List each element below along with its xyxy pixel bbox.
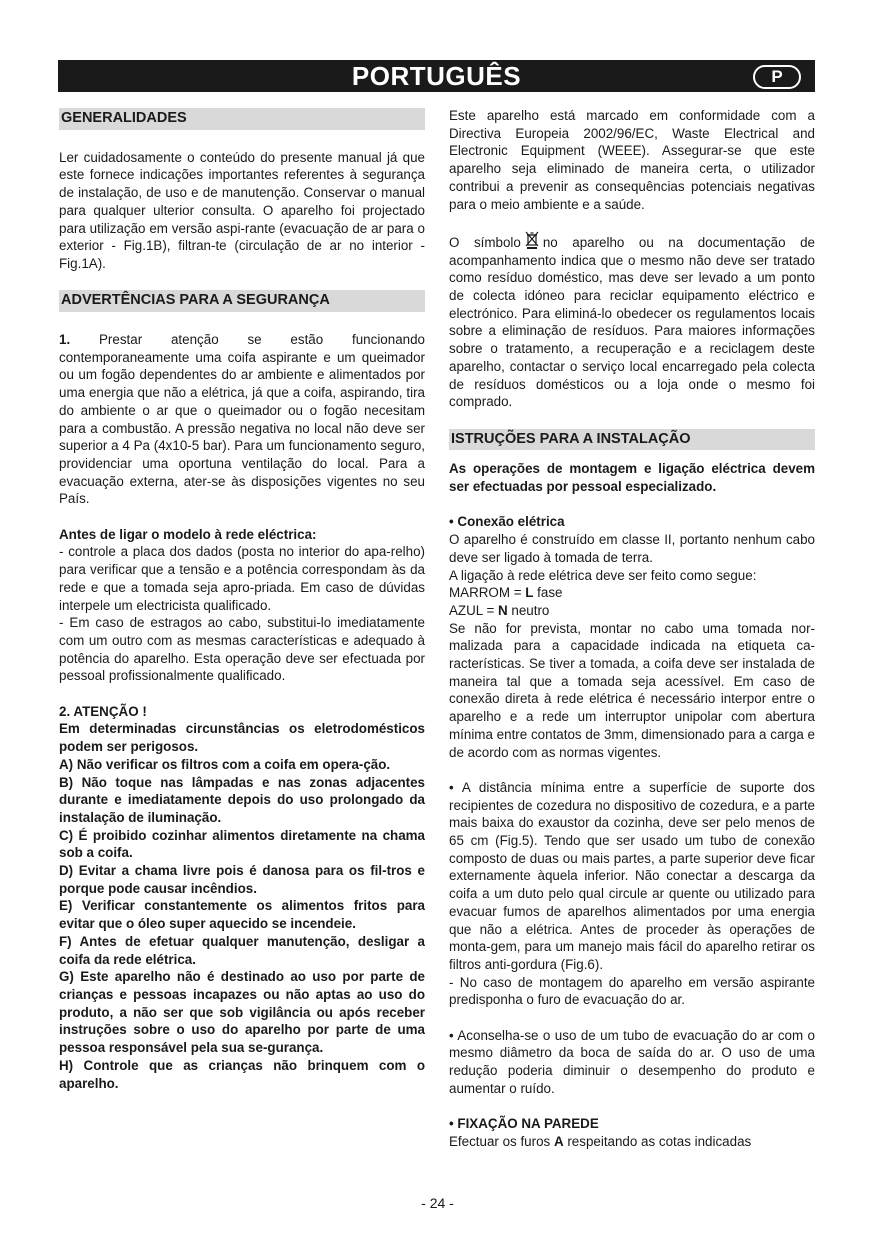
fixacao-paragraph <box>449 1133 815 1151</box>
atencao-item-b: B) Não toque nas lâmpadas e nas zonas adjacentes durante e imediatamente depois do uso prolongado da instalação de iluminação. <box>59 774 425 825</box>
section-heading-advertencias: ADVERTÊNCIAS PARA A SEGURANÇA <box>59 290 425 312</box>
atencao-item-e: E) Verificar constantemente os alimentos fritos para evitar que o óleo super aquecido se incendeie. <box>59 898 425 932</box>
atencao-item-d: D) Evitar a chama livre pois é danosa para os fil-tros e porque pode causar incêndios. <box>59 863 425 896</box>
page-title: PORTUGUÊS <box>351 61 522 91</box>
page-number: - 24 - <box>421 1195 454 1211</box>
marrom-line <box>449 584 815 602</box>
antes-heading: Antes de ligar o modelo à rede eléctrica: <box>59 526 317 542</box>
marrom-desc: fase <box>533 585 563 601</box>
marrom-letter: L <box>525 585 534 601</box>
left-column <box>59 108 425 1092</box>
language-badge: P <box>753 65 801 89</box>
azul-label: AZUL = <box>449 602 498 618</box>
conexao-paragraph-3: Se não for prevista, montar no cabo uma tomada nor-malizada para a capacidade indicada na etiqueta ca-racterísticas. Se tiver a tomada, a coifa deve ser instalada de maneira tal que a tomada seja acessível. Em caso de conexão direta à rede elétrica é necessário interpor entre o aparelho e a rede um interruptor unipolar com abertura mínima entre contatos de 3mm, dimensionado para a carga e de acordo com as normas vigentes. <box>449 620 815 760</box>
fixacao-text-end: respeitando as cotas indicadas <box>563 1133 752 1149</box>
right-column <box>449 107 815 1151</box>
weee-paragraph-1: Este aparelho está marcado em conformidade com a Directiva Europeia 2002/96/EC, Waste Electrical and Electronic Equipment (WEEE). Assegurar-se que este aparelho seja eliminado de maneira certa, o utilizador contribui a prevenir as consequências potenciais negativas para o meio ambiente e a saúde. <box>449 108 815 212</box>
crossed-bin-icon <box>525 231 539 249</box>
section-heading-generalidades: GENERALIDADES <box>59 108 425 130</box>
weee-symbol-text: no aparelho ou na documentação de acompanhamento indica que o mesmo não deve ser tratado como resíduo doméstico, mas deve ser levado a um ponto de colecta idóneo para reciclar equipamento eléctrico e electrónico. Para eliminá-lo obedecer os regulamentos locais sobre a eliminação de resíduos. Para maiores informações sobre o tratamento, a recuperação e a reciclagem deste aparelho, contactar o serviço local encarregado pela colecta de resíduos domésticos ou a loja onde o mesmo foi comprado. <box>449 234 815 410</box>
azul-letter: N <box>498 602 508 618</box>
aconselha-paragraph: • Aconselha-se o uso de um tubo de evacuação do ar com o mesmo diâmetro da boca de saída do ar. O uso de uma redução poderia diminuir o desempenho do produto e aumentar o ruído. <box>449 1027 815 1096</box>
weee-paragraph-2 <box>449 231 815 411</box>
atencao-item-c: C) É proibido cozinhar alimentos diretamente na chama sob a coifa. <box>59 827 425 861</box>
atencao-item-h: H) Controle que as crianças não brinquem com o aparelho. <box>59 1057 425 1091</box>
conexao-heading: • Conexão elétrica <box>449 514 565 530</box>
antes-paragraph-1: - controle a placa dos dados (posta no interior do apa-relho) para verificar que a tensão e a potência correspondam às da rede e que a tomada seja apro-priada. Em caso de dúvidas interpele um electricista qualificado. <box>59 544 425 613</box>
warning-item-1 <box>59 331 425 508</box>
conexao-paragraph-1: O aparelho é construído em classe II, portanto nenhum cabo deve ser ligado à tomada de terra. <box>449 532 815 565</box>
fixacao-text-start: Efectuar os furos <box>449 1133 554 1149</box>
atencao-heading: 2. ATENÇÃO ! <box>59 703 147 719</box>
fixacao-heading: • FIXAÇÃO NA PAREDE <box>449 1116 599 1132</box>
atencao-item-g: G) Este aparelho não é destinado ao uso por parte de crianças e pessoas incapazes ou não aptas ao uso do produto, a não ser que sob vigilância ou após receber instruções sobre o uso do aparelho por parte de uma pessoa responsável pela sua se-gurança. <box>59 969 425 1056</box>
atencao-item-f: F) Antes de efetuar qualquer manutenção, desligar a coifa da rede elétrica. <box>59 933 425 967</box>
antes-paragraph-2: - Em caso de estragos ao cabo, substitui-lo imediatamente com um outro com as mesmas características e adequado à potência do aparelho. Esta operação deve ser efectuada por pessoal profissionalmente qualificado. <box>59 615 425 684</box>
conexao-paragraph-2: A ligação à rede elétrica deve ser feito como segue: <box>449 567 757 583</box>
montagem-paragraph: - No caso de montagem do aparelho em versão aspirante predisponha o furo de evacuação do ar. <box>449 974 815 1008</box>
generalidades-text: Ler cuidadosamente o conteúdo do presente manual já que este fornece indicações importantes referentes à segurança de instalação, de uso e de manutenção. Conservar o manual para qualquer ulterior consulta. O aparelho foi projectado para utilização em versão aspi-rante (evacuação de ar para o exterior - Fig.1B), filtran-te (circulação de ar no interior - Fig.1A). <box>59 149 425 271</box>
warning-item-1-text: Prestar atenção se estão funcionando contemporaneamente uma coifa aspirante e um queimador ou um fogão dependentes do ar ambiente e alimentados por uma energia que não a elétrica, já que a coifa, aspirando, tira do ambiente o ar que o queimador ou o fogão necesitam para a combustão. A pressão negativa no local não deve ser superior a 4 Pa (4x10-5 bar). Para um funcionamento seguro, providenciar uma oportuna ventilação do local. Para a evacuação externa, ater-se às disposições vigentes no seu País. <box>59 332 425 507</box>
azul-desc: neutro <box>507 602 550 618</box>
atencao-item-a: A) Não verificar os filtros com a coifa em opera-ção. <box>59 756 391 772</box>
fixacao-letter: A <box>553 1133 564 1149</box>
distancia-paragraph: • A distância mínima entre a superfície de suporte dos recipientes de cozedura no dispositivo de cozedura, e a parte mais baixa do exaustor da cozinha, deve ser pelo menos de 65 cm (Fig.5). Tendo que ser usado um tubo de conexão composto de duas ou mais partes, a parte superior deve ficar externamente àquela inferior. Não conectar a descarga da coifa a um duto pelo qual circule ar quente ou utilizado para evacuar fumos de aparelhos alimentados por uma energia que não a elétrica. Antes de proceder às operações de monta-gem, para um manejo mais fácil do aparelho retirar os filtros anti-gordura (Fig.6). <box>449 779 815 972</box>
weee-symbol-label: O símbolo <box>449 234 521 250</box>
instalacao-intro: As operações de montagem e ligação eléctrica devem ser efectuadas por pessoal especializado. <box>449 461 815 495</box>
section-heading-instalacao: ISTRUÇÕES PARA A INSTALAÇÃO <box>449 429 815 451</box>
atencao-intro: Em determinadas circunstâncias os eletrodomésticos podem ser perigosos. <box>59 721 425 755</box>
marrom-label: MARROM = <box>449 585 526 601</box>
language-header-bar <box>58 60 815 92</box>
azul-line <box>449 602 815 620</box>
warning-item-1-number: 1. <box>59 332 71 348</box>
